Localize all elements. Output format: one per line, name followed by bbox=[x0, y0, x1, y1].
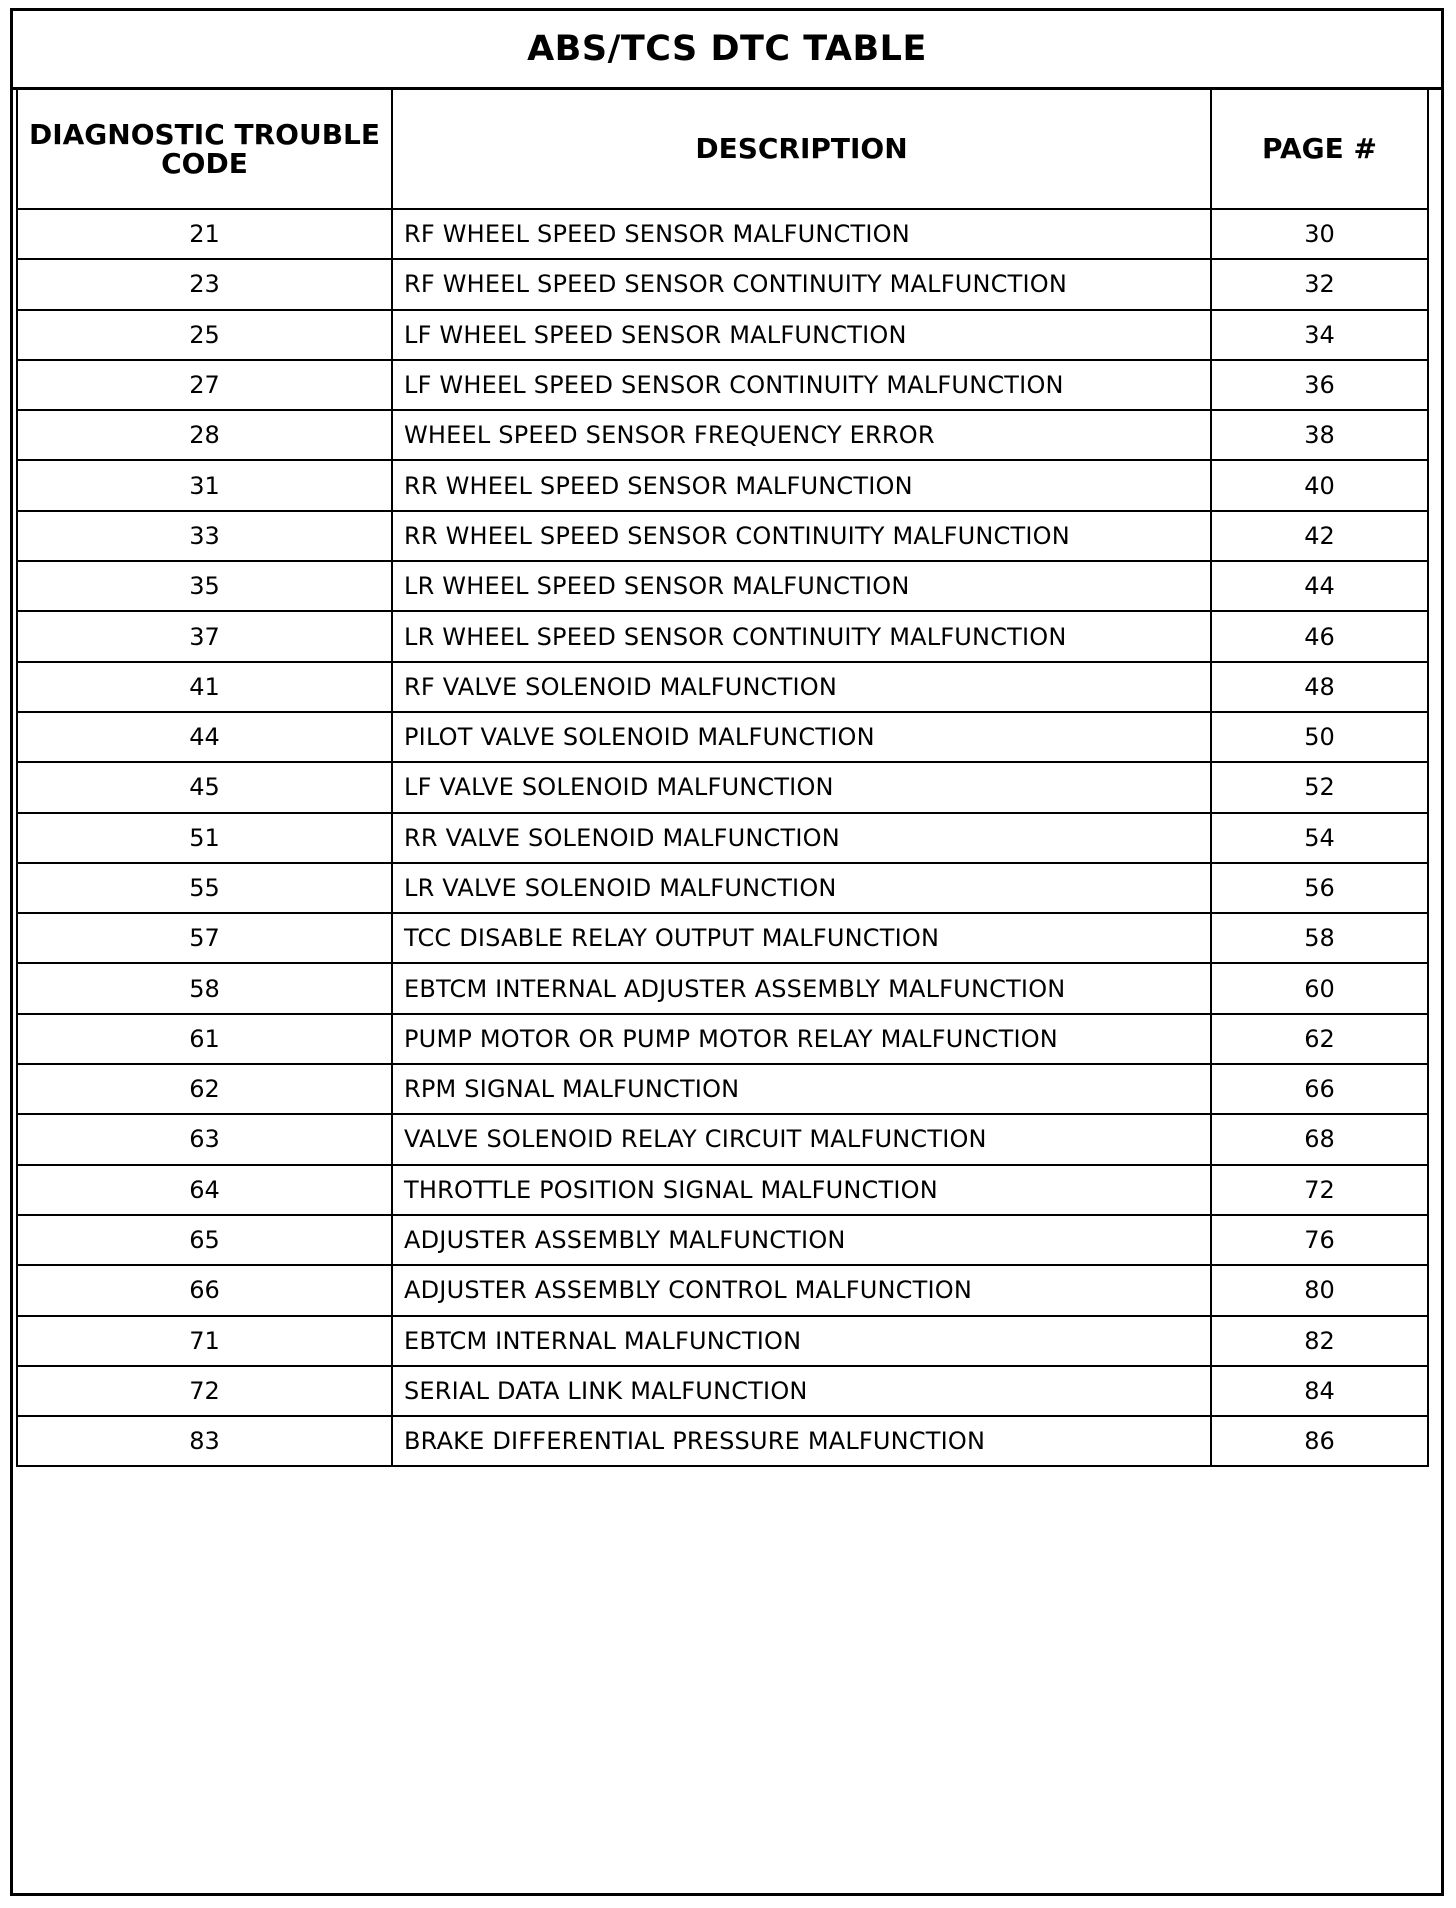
dtc-page: 86 bbox=[1211, 1416, 1428, 1466]
dtc-code: 37 bbox=[17, 611, 392, 661]
table-row bbox=[17, 410, 1428, 460]
column-header-code: DIAGNOSTIC TROUBLE CODE bbox=[17, 89, 392, 209]
dtc-code: 41 bbox=[17, 662, 392, 712]
dtc-description: LR WHEEL SPEED SENSOR CONTINUITY MALFUNCTION bbox=[392, 611, 1211, 661]
dtc-description: EBTCM INTERNAL ADJUSTER ASSEMBLY MALFUNCTION bbox=[392, 963, 1211, 1013]
dtc-page: 46 bbox=[1211, 611, 1428, 661]
table-row bbox=[17, 1064, 1428, 1114]
dtc-page: 50 bbox=[1211, 712, 1428, 762]
dtc-code: 83 bbox=[17, 1416, 392, 1466]
table-row bbox=[17, 712, 1428, 762]
dtc-page: 60 bbox=[1211, 963, 1428, 1013]
dtc-page: 62 bbox=[1211, 1014, 1428, 1064]
dtc-page: 44 bbox=[1211, 561, 1428, 611]
table-row bbox=[17, 1316, 1428, 1366]
dtc-description: LF VALVE SOLENOID MALFUNCTION bbox=[392, 762, 1211, 812]
dtc-code: 45 bbox=[17, 762, 392, 812]
dtc-page: 42 bbox=[1211, 511, 1428, 561]
dtc-description: SERIAL DATA LINK MALFUNCTION bbox=[392, 1366, 1211, 1416]
dtc-code: 21 bbox=[17, 209, 392, 259]
table-row bbox=[17, 360, 1428, 410]
dtc-description: BRAKE DIFFERENTIAL PRESSURE MALFUNCTION bbox=[392, 1416, 1211, 1466]
dtc-description: RF VALVE SOLENOID MALFUNCTION bbox=[392, 662, 1211, 712]
table-row bbox=[17, 511, 1428, 561]
dtc-page: 76 bbox=[1211, 1215, 1428, 1265]
table-row bbox=[17, 662, 1428, 712]
dtc-page: 68 bbox=[1211, 1114, 1428, 1164]
table-row bbox=[17, 762, 1428, 812]
dtc-description: RR VALVE SOLENOID MALFUNCTION bbox=[392, 813, 1211, 863]
table-row bbox=[17, 209, 1428, 259]
dtc-page: 58 bbox=[1211, 913, 1428, 963]
dtc-code: 71 bbox=[17, 1316, 392, 1366]
dtc-code: 64 bbox=[17, 1165, 392, 1215]
dtc-description: RF WHEEL SPEED SENSOR CONTINUITY MALFUNCTION bbox=[392, 259, 1211, 309]
document-frame bbox=[10, 8, 1444, 1896]
dtc-page: 48 bbox=[1211, 662, 1428, 712]
dtc-description: RR WHEEL SPEED SENSOR CONTINUITY MALFUNCTION bbox=[392, 511, 1211, 561]
table-row bbox=[17, 611, 1428, 661]
table-row bbox=[17, 310, 1428, 360]
dtc-description: RPM SIGNAL MALFUNCTION bbox=[392, 1064, 1211, 1114]
dtc-page: 32 bbox=[1211, 259, 1428, 309]
dtc-page: 36 bbox=[1211, 360, 1428, 410]
dtc-page: 72 bbox=[1211, 1165, 1428, 1215]
dtc-description: EBTCM INTERNAL MALFUNCTION bbox=[392, 1316, 1211, 1366]
dtc-page: 80 bbox=[1211, 1265, 1428, 1315]
dtc-page: 34 bbox=[1211, 310, 1428, 360]
dtc-code: 61 bbox=[17, 1014, 392, 1064]
table-row bbox=[17, 1265, 1428, 1315]
dtc-description: WHEEL SPEED SENSOR FREQUENCY ERROR bbox=[392, 410, 1211, 460]
dtc-code: 55 bbox=[17, 863, 392, 913]
dtc-code: 25 bbox=[17, 310, 392, 360]
dtc-description: RF WHEEL SPEED SENSOR MALFUNCTION bbox=[392, 209, 1211, 259]
dtc-code: 51 bbox=[17, 813, 392, 863]
table-body bbox=[17, 209, 1428, 1466]
dtc-code: 58 bbox=[17, 963, 392, 1013]
dtc-page: 66 bbox=[1211, 1064, 1428, 1114]
dtc-code: 72 bbox=[17, 1366, 392, 1416]
dtc-page: 84 bbox=[1211, 1366, 1428, 1416]
table-row bbox=[17, 813, 1428, 863]
dtc-description: THROTTLE POSITION SIGNAL MALFUNCTION bbox=[392, 1165, 1211, 1215]
dtc-page: 38 bbox=[1211, 410, 1428, 460]
table-row bbox=[17, 1114, 1428, 1164]
dtc-description: TCC DISABLE RELAY OUTPUT MALFUNCTION bbox=[392, 913, 1211, 963]
column-header-description: DESCRIPTION bbox=[392, 89, 1211, 209]
table-row bbox=[17, 460, 1428, 510]
dtc-code: 66 bbox=[17, 1265, 392, 1315]
table-title: ABS/TCS DTC TABLE bbox=[13, 11, 1441, 90]
table-row bbox=[17, 963, 1428, 1013]
dtc-description: LR WHEEL SPEED SENSOR MALFUNCTION bbox=[392, 561, 1211, 611]
header-row bbox=[17, 89, 1428, 209]
table-row bbox=[17, 1366, 1428, 1416]
dtc-description: VALVE SOLENOID RELAY CIRCUIT MALFUNCTION bbox=[392, 1114, 1211, 1164]
dtc-page: 52 bbox=[1211, 762, 1428, 812]
table-row bbox=[17, 561, 1428, 611]
dtc-description: ADJUSTER ASSEMBLY MALFUNCTION bbox=[392, 1215, 1211, 1265]
dtc-page: 54 bbox=[1211, 813, 1428, 863]
table-row bbox=[17, 1416, 1428, 1466]
table-row bbox=[17, 913, 1428, 963]
column-header-page: PAGE # bbox=[1211, 89, 1428, 209]
table-row bbox=[17, 1215, 1428, 1265]
dtc-page: 82 bbox=[1211, 1316, 1428, 1366]
dtc-code: 63 bbox=[17, 1114, 392, 1164]
dtc-code: 27 bbox=[17, 360, 392, 410]
dtc-code: 57 bbox=[17, 913, 392, 963]
dtc-page: 30 bbox=[1211, 209, 1428, 259]
dtc-description: RR WHEEL SPEED SENSOR MALFUNCTION bbox=[392, 460, 1211, 510]
dtc-code: 62 bbox=[17, 1064, 392, 1114]
dtc-code: 65 bbox=[17, 1215, 392, 1265]
dtc-code: 35 bbox=[17, 561, 392, 611]
table-row bbox=[17, 259, 1428, 309]
table-row bbox=[17, 1014, 1428, 1064]
dtc-page: 40 bbox=[1211, 460, 1428, 510]
dtc-code: 28 bbox=[17, 410, 392, 460]
dtc-description: PILOT VALVE SOLENOID MALFUNCTION bbox=[392, 712, 1211, 762]
dtc-description: LF WHEEL SPEED SENSOR MALFUNCTION bbox=[392, 310, 1211, 360]
dtc-table bbox=[16, 88, 1429, 1467]
table-row bbox=[17, 863, 1428, 913]
table-row bbox=[17, 1165, 1428, 1215]
dtc-code: 31 bbox=[17, 460, 392, 510]
dtc-description: PUMP MOTOR OR PUMP MOTOR RELAY MALFUNCTION bbox=[392, 1014, 1211, 1064]
dtc-description: ADJUSTER ASSEMBLY CONTROL MALFUNCTION bbox=[392, 1265, 1211, 1315]
dtc-code: 44 bbox=[17, 712, 392, 762]
dtc-code: 33 bbox=[17, 511, 392, 561]
dtc-description: LF WHEEL SPEED SENSOR CONTINUITY MALFUNCTION bbox=[392, 360, 1211, 410]
dtc-page: 56 bbox=[1211, 863, 1428, 913]
dtc-code: 23 bbox=[17, 259, 392, 309]
dtc-description: LR VALVE SOLENOID MALFUNCTION bbox=[392, 863, 1211, 913]
